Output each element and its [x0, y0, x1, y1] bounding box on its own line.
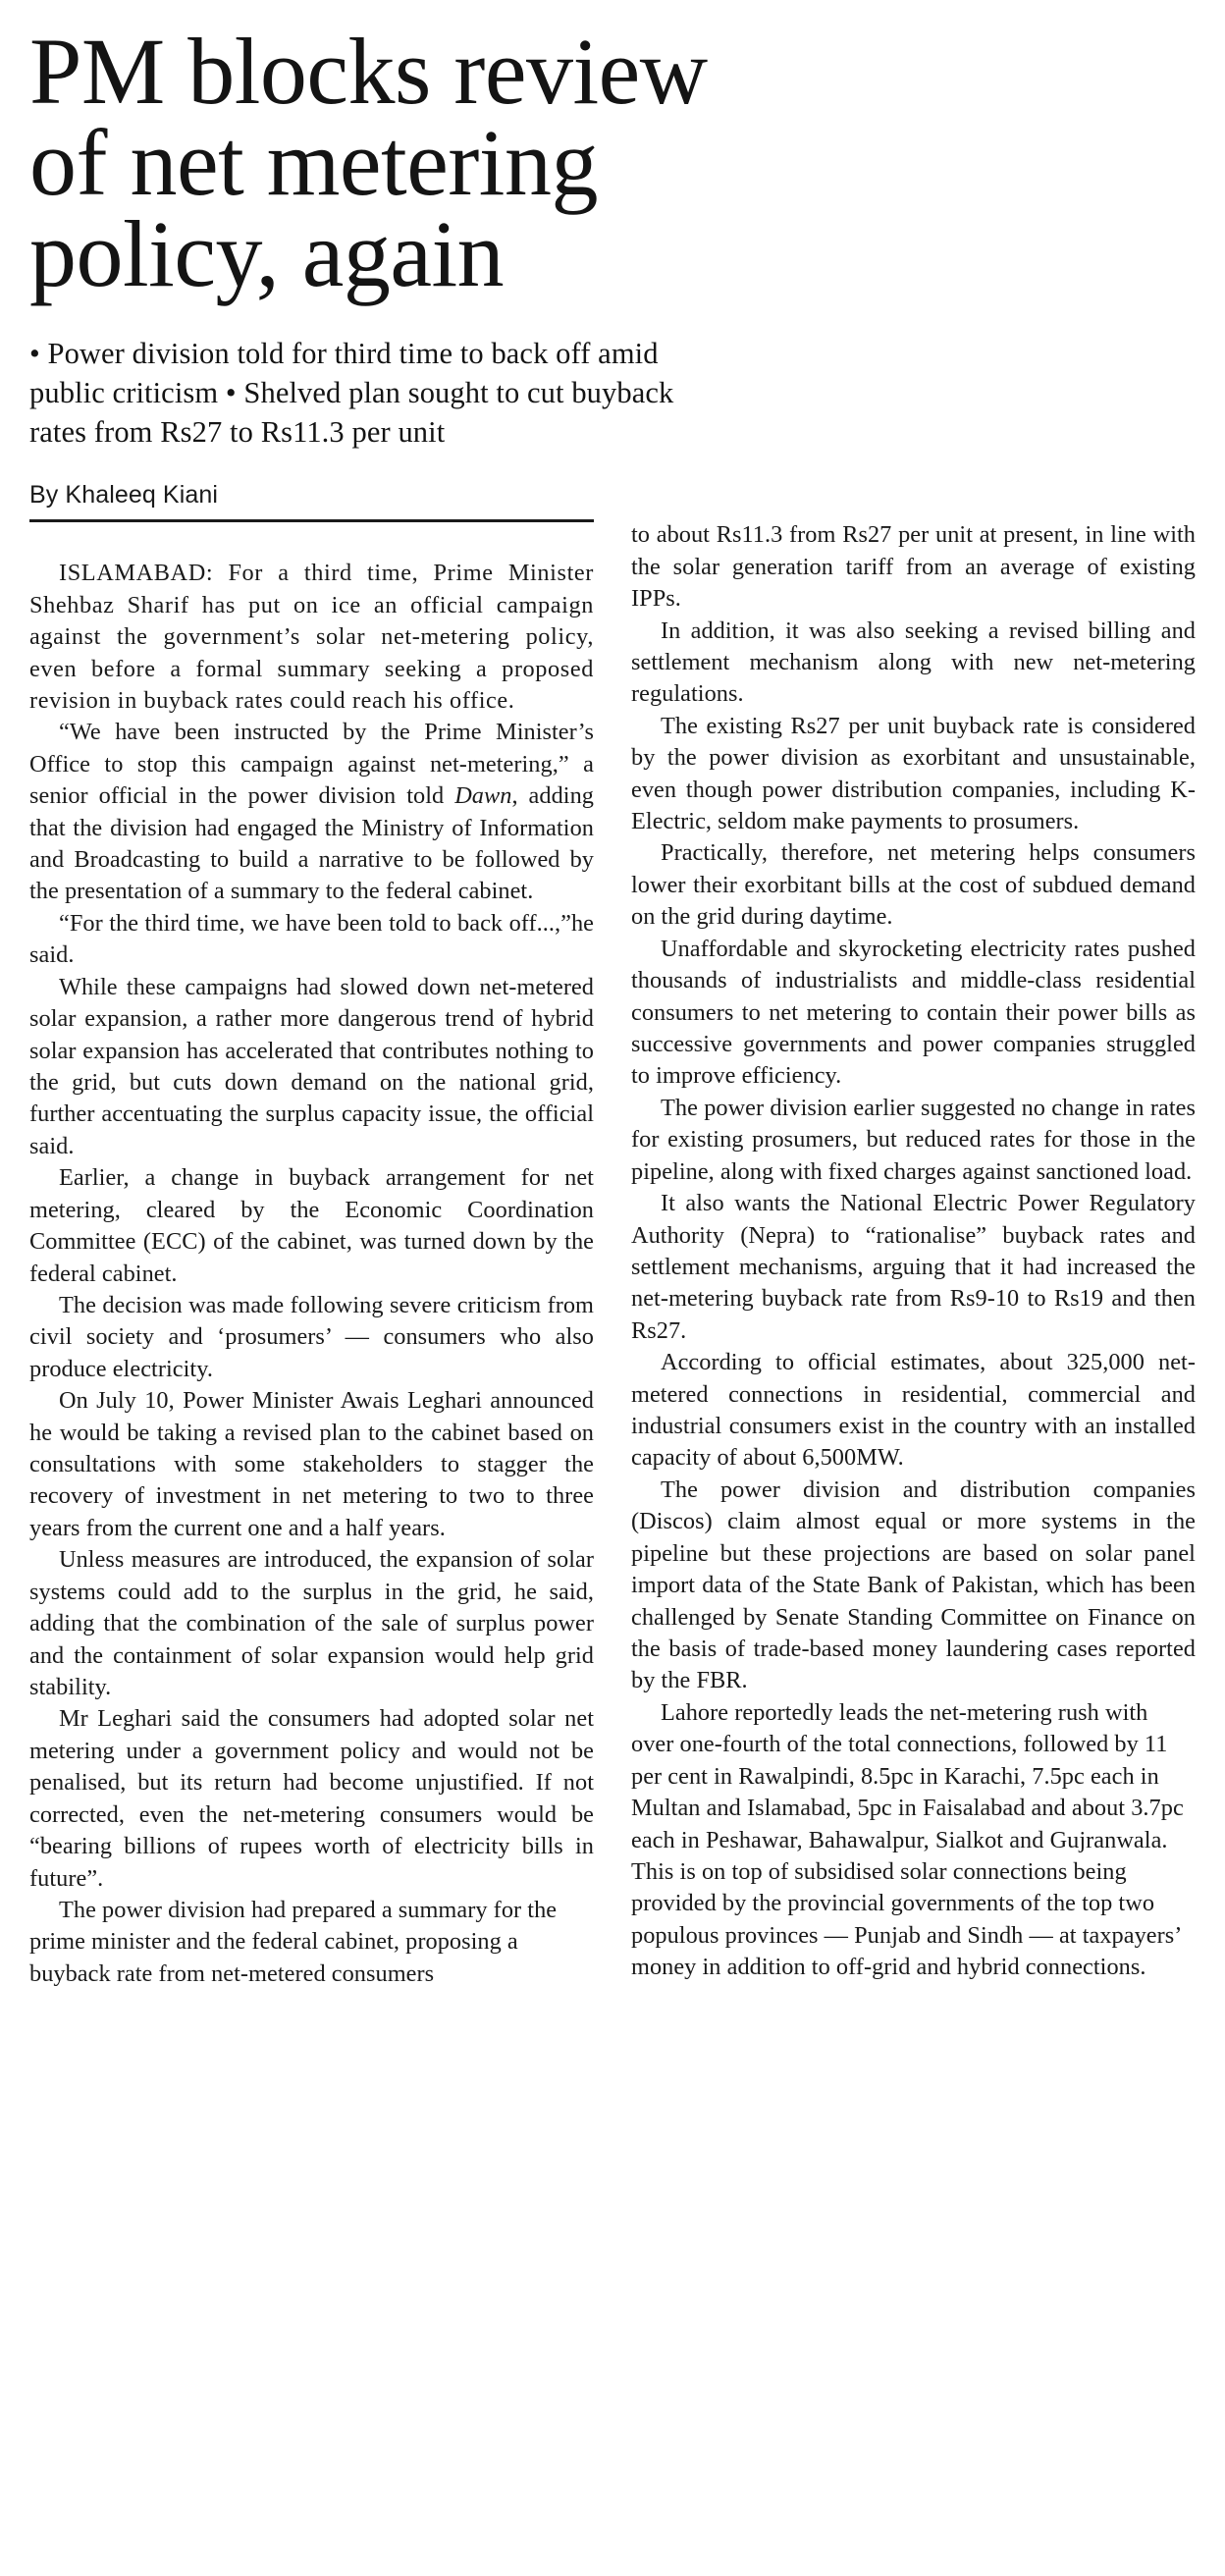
subhead-line-1: • Power division told for third time to back off amid [29, 337, 659, 371]
paragraph: In addition, it was also seeking a revised billing and settlement mechanism along with new net-metering regulations. [631, 617, 1196, 708]
paragraph: According to official estimates, about 325,000 net-metered connections in residential, commercial and industrial consumers exist in the country with an installed capacity of about 6,500MW. [631, 1349, 1196, 1472]
headline-line-3: policy, again [29, 201, 505, 307]
column-right [631, 515, 1196, 1983]
paragraph: The power division and distribution companies (Discos) claim almost equal or more systems in the pipeline but these projections are based on solar panel import data of the State Bank of Pakistan, which has been challenged by Senate Standing Committee on Finance on the basis of trade-based money laundering cases reported by the FBR. [631, 1476, 1196, 1694]
paragraph: The decision was made following severe criticism from civil society and ‘prosumers’ — consumers who also produce electricity. [29, 1291, 594, 1382]
left-column-body [29, 558, 594, 1990]
headline-line-2: of net metering [29, 110, 598, 216]
paragraph: The existing Rs27 per unit buyback rate is considered by the power division as exorbitant and unsustainable, even though power distribution companies, including K-Electric, seldom make payments to prosumers. [631, 712, 1196, 835]
paragraph-text: “We have been instructed by the Prime Minister’s Office to stop this campaign against net-metering,” a senior official in the power division told Dawn, adding that the division had engaged the Ministry of Information and Broadcasting to build a narrative to be followed by the presentation of a summary to the federal cabinet. [29, 719, 594, 905]
paragraph: Earlier, a change in buyback arrangement for net metering, cleared by the Economic Coordination Committee (ECC) of the cabinet, was turned down by the federal cabinet. [29, 1164, 594, 1287]
subhead-line-3: rates from Rs27 to Rs11.3 per unit [29, 414, 446, 449]
paragraph: It also wants the National Electric Power Regulatory Authority (Nepra) to “rationalise” buyback rates and settlement mechanisms, arguing that it had increased the net-metering buyback rate from Rs9-10 to Rs19 and then Rs27. [631, 1190, 1196, 1344]
right-column-body [631, 519, 1196, 1983]
column-top-spacer [29, 522, 594, 558]
paragraph: Practically, therefore, net metering helps consumers lower their exorbitant bills at the cost of subdued demand on the grid during daytime. [631, 839, 1196, 931]
paragraph: While these campaigns had slowed down net-metered solar expansion, a rather more dangerous trend of hybrid solar expansion has accelerated that contributes nothing to the grid, but cuts down demand on the national grid, further accentuating the surplus capacity issue, the official said. [29, 973, 594, 1159]
paragraph: “For the third time, we have been told to back off...,”he said. [29, 909, 594, 969]
dateline-paragraph: ISLAMABAD: For a third time, Prime Minister Shehbaz Sharif has put on ice an official campaign against the government’s solar net-metering policy, even before a formal summary seeking a proposed revision in buyback rates could reach his office. [29, 560, 594, 714]
paragraph: to about Rs11.3 from Rs27 per unit at present, in line with the solar generation tariff from an average of existing IPPs. [631, 521, 1196, 613]
paragraph [29, 717, 594, 908]
byline: By Khaleeq Kiani [29, 481, 219, 510]
paragraph: Mr Leghari said the consumers had adopted solar net metering under a government policy and would not be penalised, but its return had become unjustified. If not corrected, even the net-metering consumers would be “bearing billions of rupees worth of electricity bills in future”. [29, 1705, 594, 1892]
paragraph: Lahore reportedly leads the net-metering rush with over one-fourth of the total connections, followed by 11 per cent in Rawalpindi, 8.5pc in Karachi, 7.5pc each in Multan and Islamabad, 5pc in Faisalabad and about 3.7pc each in Peshawar, Bahawalpur, Sialkot and Gujranwala. This is on top of subsidised solar connections being provided by the provincial governments of the top two populous provinces — Punjab and Sindh — at taxpayers’ money in addition to off-grid and hybrid connections. [631, 1698, 1184, 1981]
subhead-bullets [29, 335, 1188, 452]
article-columns [29, 515, 1196, 1990]
headline-line-1: PM blocks review [29, 19, 708, 124]
page-title [29, 19, 1011, 307]
paragraph: Unless measures are introduced, the expansion of solar systems could add to the surplus in the grid, he said, adding that the combination of the sale of surplus power and the containment of solar expansion would help grid stability. [29, 1546, 594, 1701]
subhead-line-2: public criticism • Shelved plan sought to cut buyback [29, 375, 674, 409]
paragraph: The power division earlier suggested no change in rates for existing prosumers, but reduced rates for those in the pipeline, along with fixed charges against sanctioned load. [631, 1094, 1196, 1185]
paragraph: Unaffordable and skyrocketing electricity rates pushed thousands of industrialists and middle-class residential consumers to net metering to contain their power bills as successive governments and power companies struggled to improve efficiency. [631, 935, 1196, 1090]
paragraph [29, 558, 594, 717]
paragraph: The power division had prepared a summary for the prime minister and the federal cabinet, proposing a buyback rate from net-metered consumers [29, 1896, 558, 1987]
paragraph: On July 10, Power Minister Awais Leghari announced he would be taking a revised plan to the cabinet based on consultations with some stakeholders to stagger the recovery of investment in net metering to two to three years from the current one and a half years. [29, 1387, 594, 1541]
publication-name: Dawn [454, 782, 512, 810]
column-left [29, 515, 594, 1990]
